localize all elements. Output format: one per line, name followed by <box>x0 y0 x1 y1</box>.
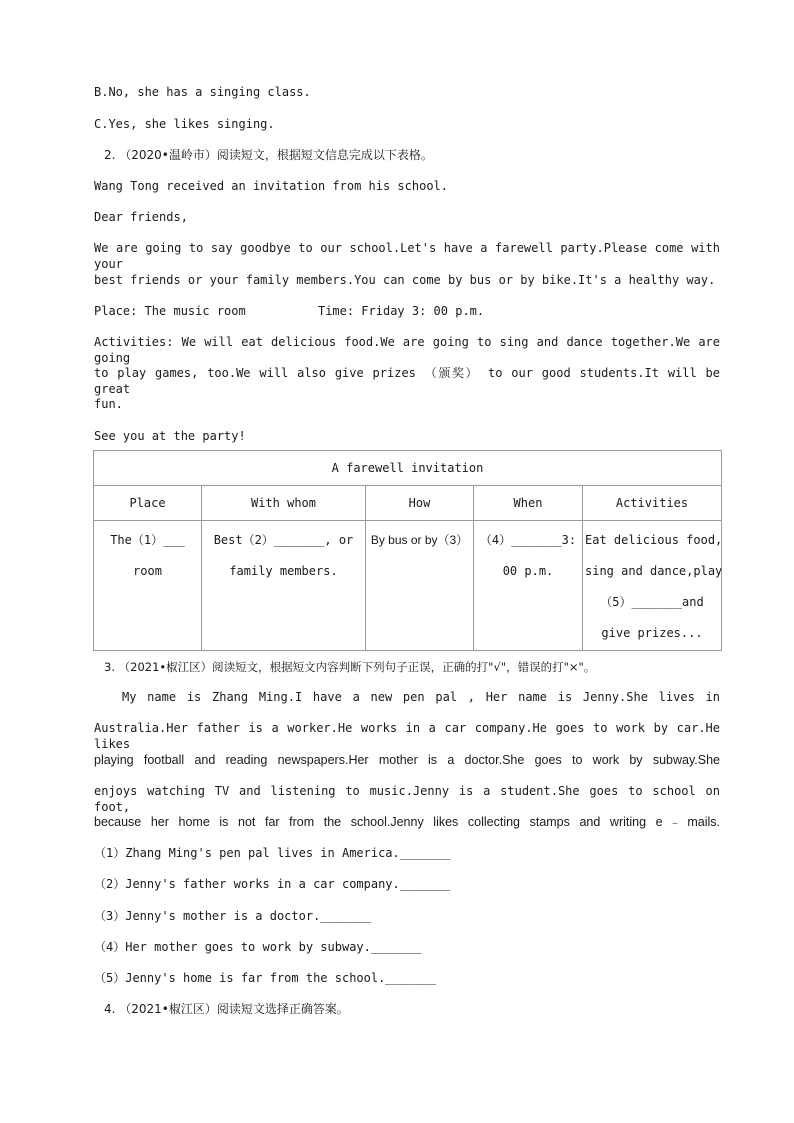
cell-line: give prizes... <box>601 626 703 640</box>
q3-passage-line: Australia.Her father is a worker.He works in a car company.He goes to work by car.He likes <box>94 721 720 751</box>
q3-statement: （4）Her mother goes to work by subway._______ <box>94 940 422 954</box>
q3-statement: （3）Jenny's mother is a doctor._______ <box>94 909 371 923</box>
table-header: With whom <box>202 486 366 521</box>
question-2-heading: 2. （2020•温岭市）阅读短文，根据短文信息完成以下表格。 <box>104 148 433 162</box>
q2-body-line: best friends or your family members.You can come by bus or by bike.It's a healthy way. <box>94 273 716 287</box>
table-cell-with-whom <box>202 521 366 651</box>
table-cell-when <box>474 521 583 651</box>
q2-greeting: Dear friends, <box>94 210 188 224</box>
q2-closing-line: See you at the party! <box>94 429 246 443</box>
table-header: Place <box>94 486 202 521</box>
q3-passage-line: because her home is not far from the school.Jenny likes collecting stamps and writing e﹣mails. <box>94 815 720 829</box>
q3-passage-line: playing football and reading newspapers.Her mother is a doctor.She goes to work by subway.She <box>94 753 720 767</box>
table-cell-how <box>366 521 474 651</box>
q3-passage-line: My name is Zhang Ming.I have a new pen pal , Her name is Jenny.She lives in <box>122 690 720 704</box>
cell-line: room <box>133 564 162 578</box>
cell-line: By bus or by（3） <box>370 533 469 547</box>
table-header: Activities <box>583 486 722 521</box>
table-cell-activities <box>583 521 722 651</box>
question-3-heading: 3. （2021•椒江区）阅读短文，根据短文内容判断下列句子正误，正确的打"√"，错误的打"×"。 <box>104 660 596 674</box>
q2-activities-line: to play games, too.We will also give prizes （颁奖） to our good students.It will be great <box>94 366 720 396</box>
q2-activities-line: Activities: We will eat delicious food.We are going to sing and dance together.We are going <box>94 335 720 365</box>
q3-statement: （1）Zhang Ming's pen pal lives in America._______ <box>94 846 451 860</box>
cell-line: sing and dance,play <box>585 564 723 578</box>
cell-line: 00 p.m. <box>502 564 554 578</box>
q2-intro-line: Wang Tong received an invitation from his school. <box>94 179 449 193</box>
q2-activities-line: fun. <box>94 397 123 411</box>
table-header: When <box>474 486 583 521</box>
farewell-invitation-table <box>93 450 722 651</box>
table-header: How <box>366 486 474 521</box>
cell-line: Best（2）_______, or <box>213 533 354 547</box>
table-title: A farewell invitation <box>94 451 722 486</box>
q2-place-time-line: Place: The music room Time: Friday 3: 00 p.m. <box>94 304 485 318</box>
option-c: C.Yes, she likes singing. <box>94 117 275 131</box>
q3-passage-line: enjoys watching TV and listening to music.Jenny is a student.She goes to school on foot, <box>94 784 720 814</box>
question-4-heading: 4. （2021•椒江区）阅读短文选择正确答案。 <box>104 1002 349 1016</box>
table-cell-place <box>94 521 202 651</box>
cell-line: family members. <box>229 564 338 578</box>
q3-statement: （5）Jenny's home is far from the school._______ <box>94 971 436 985</box>
q2-body-line: We are going to say goodbye to our school.Let's have a farewell party.Please come with your <box>94 241 720 271</box>
q3-statement: （2）Jenny's father works in a car company._______ <box>94 877 451 891</box>
cell-line: Eat delicious food, <box>585 533 723 547</box>
option-b: B.No, she has a singing class. <box>94 85 311 99</box>
cell-line: （5）_______and <box>600 595 704 609</box>
cell-line: The（1）___ <box>110 533 185 547</box>
cell-line: （4）_______3: <box>479 533 577 547</box>
